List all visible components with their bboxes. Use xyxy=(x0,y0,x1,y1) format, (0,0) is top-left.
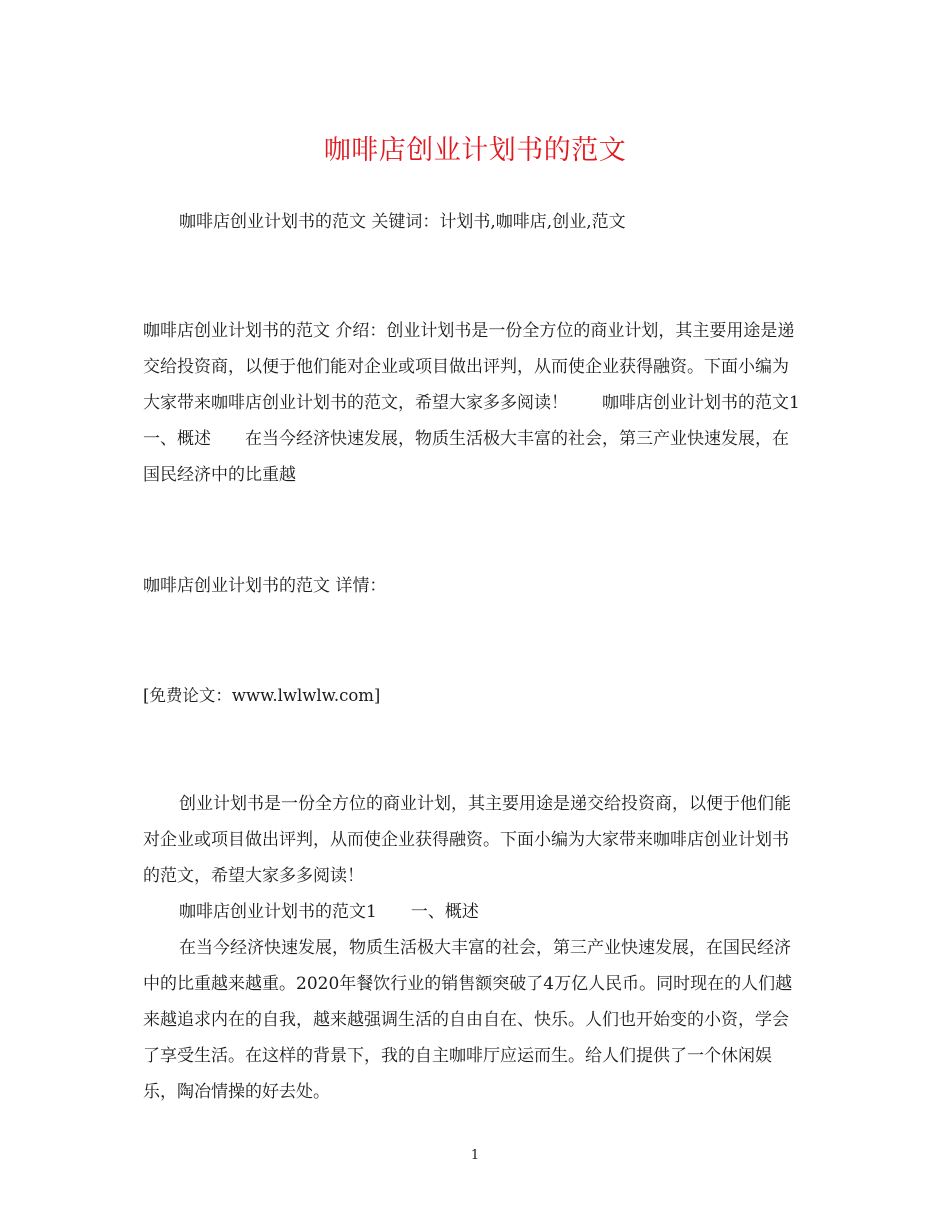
body-section xyxy=(143,786,803,1110)
keywords-line: 咖啡店创业计划书的范文 关键词：计划书,咖啡店,创业,范文 xyxy=(179,212,626,232)
document-title: 咖啡店创业计划书的范文 xyxy=(323,135,627,166)
body-paragraph: 在当今经济快速发展，物质生活极大丰富的社会，第三产业快速发展，在国民经济中的比重越来越重。2020年餐饮行业的销售额突破了4万亿人民币。同时现在的人们越来越追求内在的自我，越来越强调生活的自由自在、快乐。人们也开始变的小资，学会了享受生活。在这样的背景下，我的自主咖啡厅应运而生。给人们提供了一个休闲娱乐，陶冶情操的好去处。 xyxy=(143,938,793,1102)
detail-label: 咖啡店创业计划书的范文 详情： xyxy=(143,576,387,596)
page-number: 1 xyxy=(470,1148,480,1163)
free-paper-link[interactable]: [免费论文：www.lwlwlw.com] xyxy=(143,686,381,705)
body-paragraph: 咖啡店创业计划书的范文1 一、概述 xyxy=(179,902,479,922)
body-paragraph: 创业计划书是一份全方位的商业计划，其主要用途是递交给投资商，以便于他们能对企业或项目做出评判，从而使企业获得融资。下面小编为大家带来咖啡店创业计划书的范文，希望大家多多阅读！ xyxy=(143,794,791,886)
intro-paragraph: 咖啡店创业计划书的范文 介绍：创业计划书是一份全方位的商业计划，其主要用途是递交给投资商，以便于他们能对企业或项目做出评判，从而使企业获得融资。下面小编为大家带来咖啡店创业计划书的范文，希望大家多多阅读！ 咖啡店创业计划书的范文1 一、概述 在当今经济快速发展，物质生活极大丰富的社会，第三产业快速发展，在国民经济中的比重越 xyxy=(143,321,834,485)
